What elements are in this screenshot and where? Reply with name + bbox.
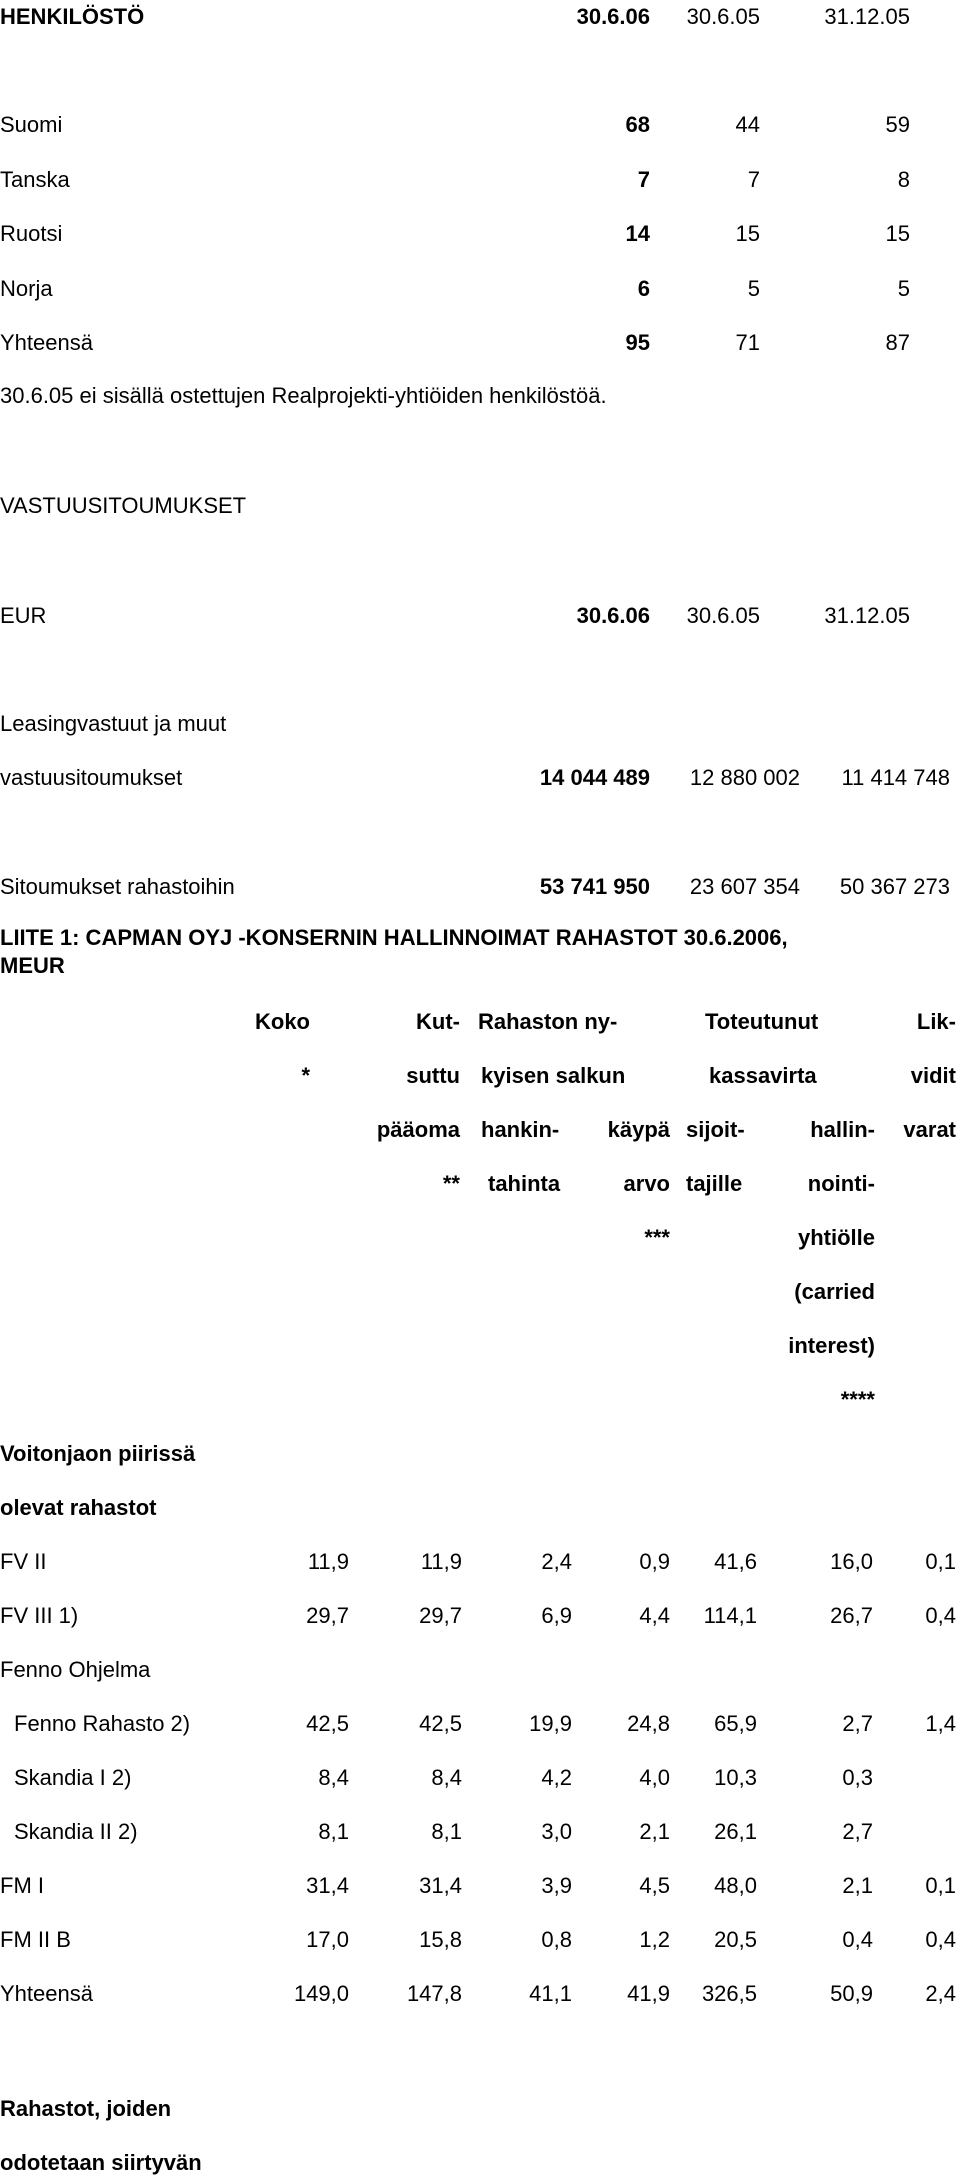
fund-row-value: 11,9 [307, 1549, 349, 1574]
staff-row-label: Yhteensä [0, 330, 93, 355]
fund-row-value: 20,5 [714, 1927, 757, 1952]
fund-row-value: 4,5 [639, 1873, 670, 1898]
funds-label: Sitoumukset rahastoihin [0, 874, 235, 899]
staff-row-value: 95 [625, 330, 650, 355]
fund-row-value: 10,3 [714, 1765, 757, 1790]
fund-row-value: 114,1 [703, 1603, 757, 1628]
fund-row-label: Yhteensä [0, 1981, 93, 2006]
fund-row-value: 15,8 [419, 1927, 462, 1952]
fund-row-value: 0,1 [925, 1873, 956, 1898]
commitments-header-col2: 30.6.05 [686, 603, 760, 628]
staff-header-col3: 31.12.05 [824, 4, 910, 29]
fund-row-label: Fenno Rahasto 2) [14, 1711, 191, 1736]
fund-row-value: 65,9 [714, 1711, 757, 1736]
fund-row-value: 16,0 [830, 1549, 873, 1574]
staff-row-label: Norja [0, 276, 53, 301]
header-sijoittajille-line1: sijoit- [686, 1117, 745, 1142]
fund-row-value: 19,9 [529, 1711, 572, 1736]
header-likvidit-line3: varat [903, 1117, 956, 1142]
fund-row-value: 2,1 [842, 1873, 873, 1898]
fund-row-value: 4,0 [639, 1765, 670, 1790]
fund-row-value: 4,2 [541, 1765, 572, 1790]
commitments-title: VASTUUSITOUMUKSET [0, 493, 247, 518]
leasing-value: 11 414 748 [841, 765, 950, 790]
header-kaypa-line2: arvo [623, 1171, 670, 1196]
fund-row-value: 41,1 [529, 1981, 572, 2006]
header-toteutunut-line1: Toteutunut [705, 1009, 819, 1034]
header-kut-line4: ** [442, 1171, 460, 1196]
fund-row-value: 1,2 [639, 1927, 670, 1952]
staff-header-col2: 30.6.05 [686, 4, 760, 29]
fund-row-label: FM II B [0, 1927, 71, 1952]
fund-row-value: 0,8 [541, 1927, 572, 1952]
funds-value: 23 607 354 [689, 874, 800, 899]
group-label-line1: Voitonjaon piirissä [0, 1441, 196, 1466]
staff-note: 30.6.05 ei sisällä ostettujen Realprojekti-yhtiöiden henkilöstöä. [0, 383, 607, 408]
header-kaypa-line1: käypä [607, 1117, 670, 1142]
header-kut-line2: suttu [406, 1063, 460, 1088]
staff-row-value: 5 [747, 276, 760, 301]
fund-row-value: 31,4 [306, 1873, 349, 1898]
fund-row-value: 17,0 [306, 1927, 349, 1952]
fund-row-value: 24,8 [627, 1711, 670, 1736]
fund-row-value: 8,4 [431, 1765, 462, 1790]
fund-row-label: Skandia I 2) [14, 1765, 132, 1790]
fund-row-value: 2,4 [925, 1981, 956, 2006]
fund-row-value: 149,0 [293, 1981, 349, 2006]
staff-row-label: Suomi [0, 112, 63, 137]
fund-row-label: Fenno Ohjelma [0, 1657, 151, 1682]
leasing-label-line1: Leasingvastuut ja muut [0, 711, 227, 736]
staff-row-value: 8 [897, 167, 910, 192]
header-koko: Koko [255, 1009, 310, 1034]
fund-row-value: 2,7 [842, 1711, 873, 1736]
fund-row-value: 26,7 [830, 1603, 873, 1628]
fund-row-value: 326,5 [701, 1981, 757, 2006]
appendix-title-line1: LIITE 1: CAPMAN OYJ -KONSERNIN HALLINNOIMAT RAHASTOT 30.6.2006, [0, 925, 788, 950]
header-hallinto-line2: nointi- [807, 1171, 875, 1196]
footer-line1: Rahastot, joiden [0, 2096, 172, 2121]
commitments-currency: EUR [0, 603, 47, 628]
staff-row-value: 7 [747, 167, 760, 192]
staff-row-label: Tanska [0, 167, 70, 192]
fund-row-value: 42,5 [306, 1711, 349, 1736]
fund-row-value: 29,7 [306, 1603, 349, 1628]
fund-row-value: 2,4 [541, 1549, 572, 1574]
header-likvidit-line1: Lik- [916, 1009, 956, 1034]
staff-row-value: 68 [625, 112, 650, 137]
fund-row-value: 29,7 [419, 1603, 462, 1628]
header-hankinta-line1: hankin- [481, 1117, 560, 1142]
appendix-title-line2: MEUR [0, 953, 65, 978]
fund-row-value: 0,4 [925, 1603, 956, 1628]
staff-row-value: 87 [885, 330, 910, 355]
leasing-value: 12 880 002 [689, 765, 800, 790]
header-hallinto-line4: (carried [794, 1279, 875, 1304]
header-sijoittajille-line2: tajille [686, 1171, 743, 1196]
header-hallinto-line3: yhtiölle [797, 1225, 875, 1250]
staff-row-value: 7 [637, 167, 650, 192]
staff-row-value: 14 [625, 221, 650, 246]
fund-row-value: 8,1 [431, 1819, 462, 1844]
fund-row-value: 11,9 [420, 1549, 462, 1574]
fund-row-value: 147,8 [406, 1981, 462, 2006]
staff-row-value: 5 [897, 276, 910, 301]
leasing-value: 14 044 489 [539, 765, 650, 790]
funds-value: 53 741 950 [539, 874, 650, 899]
staff-row-value: 15 [735, 221, 760, 246]
header-hankinta-line2: tahinta [488, 1171, 561, 1196]
header-hallinto-line5: interest) [788, 1333, 875, 1358]
staff-header-col1: 30.6.06 [576, 4, 650, 29]
leasing-label-line2: vastuusitoumukset [0, 765, 183, 790]
header-kut-line1: Kut- [416, 1009, 460, 1034]
fund-row-value: 0,4 [842, 1927, 873, 1952]
header-kaypa-line3: *** [644, 1225, 670, 1250]
funds-value: 50 367 273 [839, 874, 950, 899]
header-likvidit-line2: vidit [910, 1063, 956, 1088]
staff-row-label: Ruotsi [0, 221, 63, 246]
commitments-header-col3: 31.12.05 [824, 603, 910, 628]
fund-row-value: 8,1 [318, 1819, 349, 1844]
staff-title: HENKILÖSTÖ [0, 4, 145, 29]
fund-row-label: FV II [0, 1549, 47, 1574]
fund-row-value: 41,6 [714, 1549, 757, 1574]
staff-row-value: 59 [885, 112, 910, 137]
fund-row-label: FV III 1) [0, 1603, 79, 1628]
fund-row-value: 4,4 [639, 1603, 670, 1628]
commitments-header-col1: 30.6.06 [576, 603, 650, 628]
header-rahaston-line2: kyisen salkun [481, 1063, 626, 1088]
fund-row-value: 50,9 [830, 1981, 873, 2006]
fund-row-value: 2,7 [842, 1819, 873, 1844]
staff-row-value: 6 [637, 276, 650, 301]
fund-row-value: 3,0 [541, 1819, 572, 1844]
staff-row-value: 71 [735, 330, 760, 355]
fund-row-value: 3,9 [541, 1873, 572, 1898]
fund-row-value: 0,4 [925, 1927, 956, 1952]
header-hallinto-line1: hallin- [810, 1117, 875, 1142]
staff-row-value: 15 [885, 221, 910, 246]
fund-row-label: FM I [0, 1873, 44, 1898]
fund-row-value: 8,4 [318, 1765, 349, 1790]
header-koko-note: * [301, 1063, 310, 1088]
fund-row-value: 0,9 [639, 1549, 670, 1574]
fund-row-value: 1,4 [925, 1711, 956, 1736]
header-toteutunut-line2: kassavirta [709, 1063, 817, 1088]
fund-row-value: 2,1 [639, 1819, 670, 1844]
header-hallinto-line6: **** [840, 1387, 875, 1412]
header-kut-line3: pääoma [376, 1117, 460, 1142]
group-label-line2: olevat rahastot [0, 1495, 157, 1520]
staff-row-value: 44 [735, 112, 760, 137]
fund-row-value: 26,1 [714, 1819, 757, 1844]
fund-row-value: 41,9 [627, 1981, 670, 2006]
fund-row-value: 42,5 [419, 1711, 462, 1736]
footer-line2: odotetaan siirtyvän [0, 2150, 202, 2175]
fund-row-value: 31,4 [419, 1873, 462, 1898]
header-rahaston-line1: Rahaston ny- [478, 1009, 618, 1034]
fund-row-value: 6,9 [541, 1603, 572, 1628]
fund-row-value: 48,0 [714, 1873, 757, 1898]
fund-row-value: 0,1 [925, 1549, 956, 1574]
fund-row-value: 0,3 [842, 1765, 873, 1790]
fund-row-label: Skandia II 2) [14, 1819, 138, 1844]
